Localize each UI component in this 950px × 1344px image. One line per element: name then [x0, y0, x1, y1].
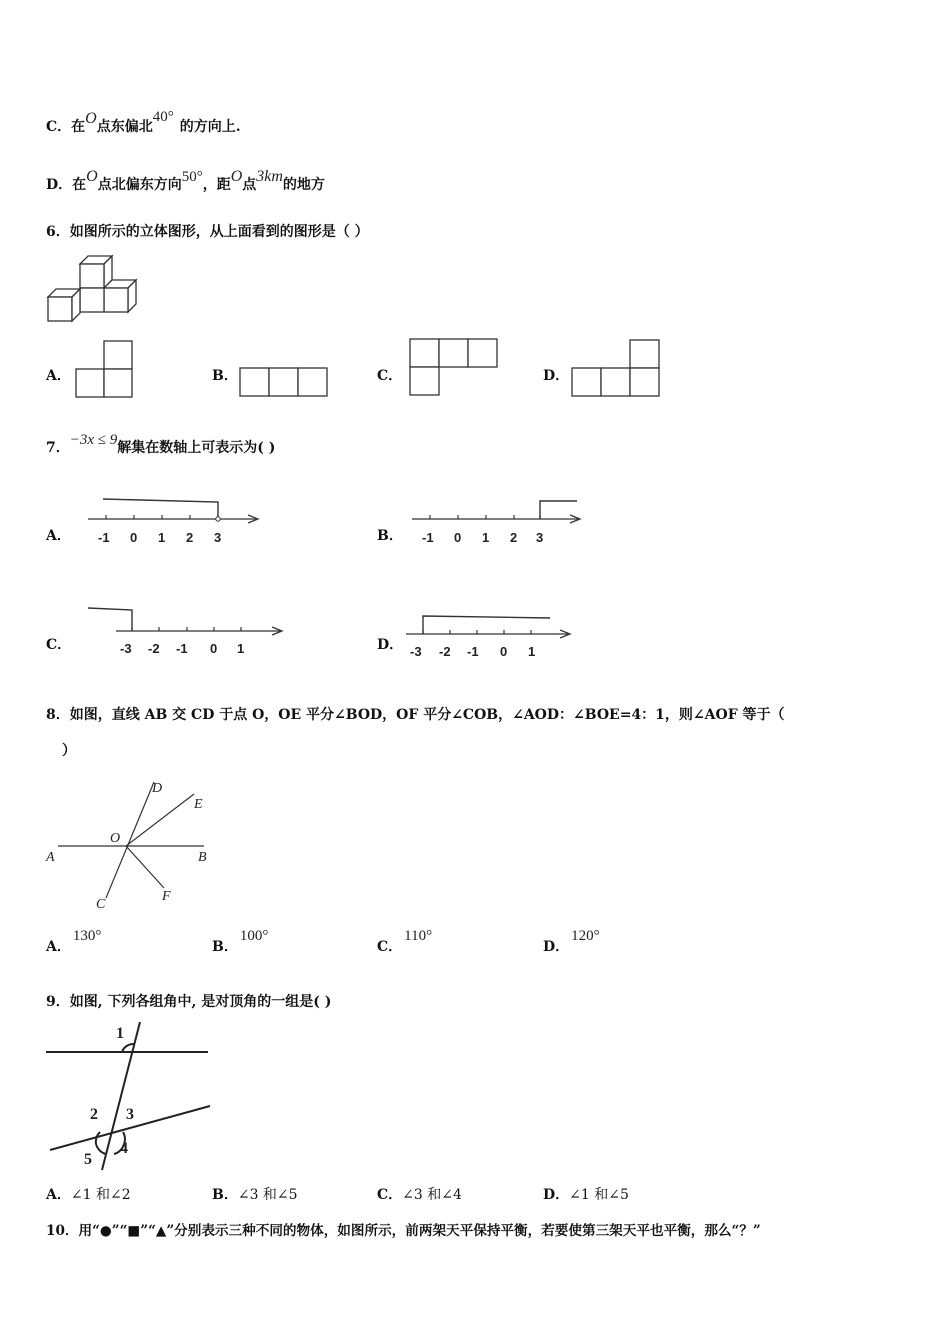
q7-option-c[interactable]: C． [46, 637, 72, 653]
q9-option-d[interactable]: D．∠1 和∠5 [543, 1187, 629, 1203]
q6-option-c-figure [408, 338, 502, 400]
q9-option-b[interactable]: B．∠3 和∠5 [212, 1187, 298, 1203]
tick-label: 1 [528, 644, 536, 659]
tick-label: 3 [536, 530, 544, 545]
q6-option-b[interactable]: B． [212, 368, 238, 384]
q6-option-b-figure [238, 367, 330, 399]
q5-option-d: D．在O点北偏东方向50°，距O点3km的地方 [46, 168, 325, 193]
point-label-c: C [96, 897, 106, 912]
q7-option-d[interactable]: D． [377, 637, 404, 653]
q7-option-a[interactable]: A． [46, 528, 71, 544]
q7-option-b[interactable]: B． [377, 528, 403, 544]
q8-option-d[interactable]: D．120° [543, 928, 600, 955]
q6-solid-figure [46, 256, 138, 326]
tick-label: 0 [454, 530, 462, 545]
q6-option-d[interactable]: D． [543, 368, 570, 384]
q10-stem: 10．用“●”“■”“▲”分别表示三种不同的物体，如图所示，前两架天平保持平衡，若要使第三架天平也平衡，那么“？” [46, 1223, 761, 1239]
tick-label: 3 [214, 530, 222, 545]
point-label-d: D [152, 781, 163, 796]
q7-stem: 7．−3x ≤ 9解集在数轴上可表示为( ) [46, 432, 276, 456]
tick-label: -1 [176, 641, 188, 656]
tick-label: 2 [510, 530, 518, 545]
tick-label: 1 [158, 530, 166, 545]
tick-label: -2 [148, 641, 160, 656]
tick-label: -1 [422, 530, 434, 545]
q8-angle-figure [44, 776, 224, 916]
tick-label: -3 [410, 644, 422, 659]
tick-label: 2 [186, 530, 194, 545]
point-label-e: E [194, 797, 203, 812]
angle-label-2: 2 [90, 1106, 98, 1123]
q6-option-d-figure [569, 339, 663, 401]
q7-option-b-numberline [410, 496, 590, 552]
q6-option-a[interactable]: A． [46, 368, 71, 384]
angle-label-5: 5 [84, 1151, 92, 1168]
point-label-a: A [46, 850, 55, 865]
tick-label: 0 [210, 641, 218, 656]
tick-label: 0 [130, 530, 138, 545]
q9-option-a[interactable]: A．∠1 和∠2 [46, 1187, 131, 1203]
q6-option-a-figure [74, 340, 136, 400]
q5-option-c: C．在O点东偏北40°的方向上. [46, 109, 241, 135]
q9-angle-figure [44, 1020, 214, 1170]
point-label-f: F [162, 889, 171, 904]
tick-label: 1 [482, 530, 490, 545]
tick-label: -1 [98, 530, 110, 545]
point-label-b: B [198, 850, 207, 865]
angle-label-1: 1 [116, 1025, 124, 1042]
q7-option-d-numberline [404, 606, 580, 662]
q8-stem-close: ） [62, 743, 76, 759]
q8-option-a[interactable]: A．130° [46, 928, 102, 955]
tick-label: 0 [500, 644, 508, 659]
q8-stem: 8．如图，直线 AB 交 CD 于点 O，OE 平分∠BOD，OF 平分∠COB，∠AOD：∠BOE=4：1，则∠AOF 等于（ [46, 707, 785, 723]
angle-label-4: 4 [120, 1140, 128, 1157]
q7-option-a-numberline [86, 496, 266, 552]
tick-label: -2 [439, 644, 451, 659]
q6-option-c[interactable]: C． [377, 368, 403, 384]
angle-label-3: 3 [126, 1106, 134, 1123]
tick-label: -1 [467, 644, 479, 659]
tick-label: 1 [237, 641, 245, 656]
tick-label: -3 [120, 641, 132, 656]
q6-stem: 6．如图所示的立体图形，从上面看到的图形是（ ） [46, 224, 369, 240]
q7-option-c-numberline [86, 603, 286, 659]
point-label-o: O [110, 831, 121, 846]
q9-stem: 9．如图, 下列各组角中, 是对顶角的一组是( ) [46, 994, 332, 1010]
q8-option-c[interactable]: C．110° [377, 928, 433, 955]
q9-option-c[interactable]: C．∠3 和∠4 [377, 1187, 462, 1203]
q8-option-b[interactable]: B．100° [212, 928, 269, 955]
